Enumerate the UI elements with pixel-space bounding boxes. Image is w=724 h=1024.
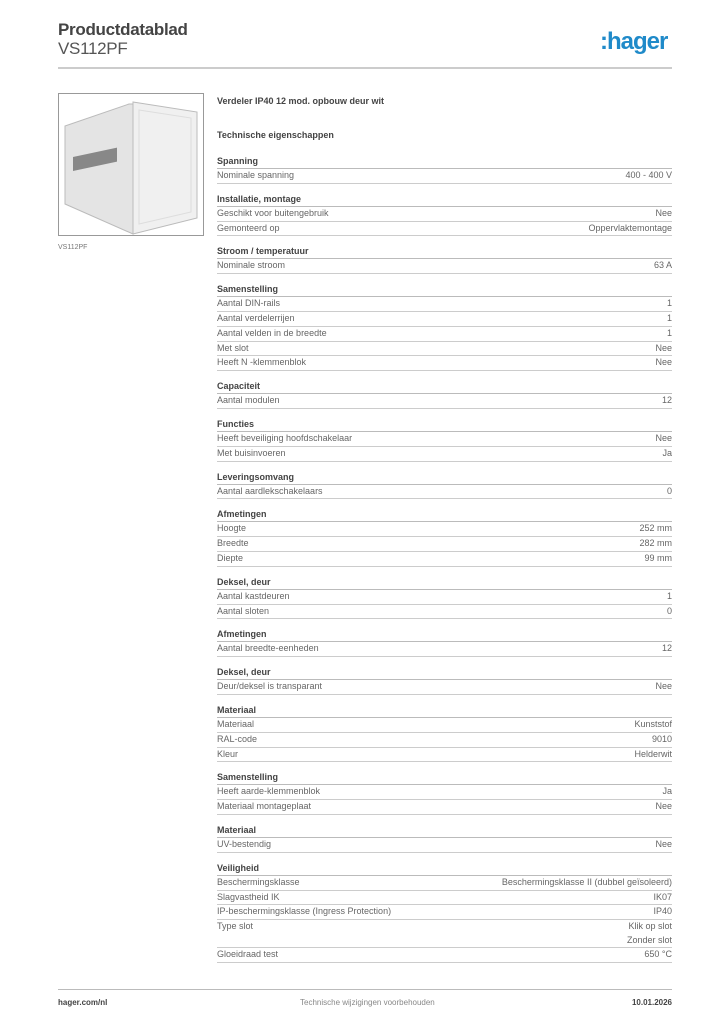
spec-row	[217, 356, 672, 371]
section-title: Functies	[217, 417, 672, 432]
spec-label: Gemonteerd op	[217, 222, 280, 233]
spec-value: 252 mm	[639, 523, 672, 534]
spec-value: 0	[666, 485, 672, 496]
spec-label: Breedte	[217, 538, 249, 549]
section-title: Samenstelling	[217, 282, 672, 297]
spec-row	[217, 891, 672, 906]
spec-section	[217, 244, 672, 274]
spec-row	[217, 876, 672, 891]
spec-row	[217, 485, 672, 500]
section-title: Deksel, deur	[217, 665, 672, 680]
spec-label: Nominale spanning	[217, 170, 295, 180]
spec-row	[217, 312, 672, 327]
spec-value: 0	[666, 605, 672, 616]
spec-label: Met slot	[217, 342, 249, 353]
spec-row	[217, 680, 672, 695]
spec-label: Diepte	[217, 552, 244, 563]
product-description: Verdeler IP40 12 mod. opbouw deur wit	[217, 96, 385, 106]
spec-value: 1	[666, 327, 672, 338]
spec-label: Heeft beveiliging hoofdschakelaar	[217, 432, 353, 443]
spec-row	[217, 748, 672, 763]
spec-row	[217, 394, 672, 409]
spec-value: 1	[666, 590, 672, 601]
footer-divider	[58, 989, 672, 990]
spec-row	[217, 605, 672, 620]
spec-label: Materiaal	[217, 718, 255, 729]
spec-value: Nee	[655, 357, 672, 368]
spec-section	[217, 861, 672, 963]
spec-section	[217, 507, 672, 566]
spec-label: RAL-code	[217, 733, 258, 744]
section-title: Afmetingen	[217, 507, 672, 522]
spec-value: 650 °C	[644, 949, 672, 960]
section-heading: Technische eigenschappen	[217, 130, 334, 140]
spec-label: Kleur	[217, 748, 239, 759]
spec-label: Aantal verdelerrijen	[217, 312, 295, 323]
spec-label: Geschikt voor buitengebruik	[217, 207, 329, 218]
footer-note: Technische wijzigingen voorbehouden	[300, 998, 435, 1007]
spec-value: 63 A	[653, 260, 672, 271]
spec-row	[217, 785, 672, 800]
spec-value: Nee	[655, 681, 672, 692]
spec-value: 99 mm	[644, 552, 672, 563]
spec-section	[217, 282, 672, 371]
section-title: Leveringsomvang	[217, 470, 672, 485]
spec-label: IP-beschermingsklasse (Ingress Protection)	[217, 906, 392, 917]
section-title: Materiaal	[217, 703, 672, 718]
spec-value: 12	[661, 395, 672, 406]
spec-label: Heeft aarde-klemmenblok	[217, 786, 321, 797]
spec-value: Nee	[655, 801, 672, 812]
spec-section	[217, 665, 672, 695]
spec-row	[217, 297, 672, 312]
spec-section	[217, 823, 672, 853]
section-title: Veiligheid	[217, 861, 672, 876]
spec-row	[217, 222, 672, 237]
section-title: Capaciteit	[217, 379, 672, 394]
page-title: Productdatablad	[58, 20, 188, 39]
spec-label: Slagvastheid IK	[217, 891, 280, 902]
spec-row	[217, 948, 672, 963]
spec-value: 9010	[651, 733, 672, 744]
spec-value: 12	[661, 643, 672, 654]
section-title: Installatie, montage	[217, 192, 672, 207]
spec-row	[217, 342, 672, 357]
spec-section	[217, 470, 672, 500]
spec-row	[217, 920, 672, 948]
spec-label: Aantal modulen	[217, 395, 280, 406]
spec-row	[217, 800, 672, 815]
spec-row	[217, 432, 672, 447]
spec-row	[217, 552, 672, 567]
spec-section	[217, 417, 672, 462]
spec-table	[217, 96, 672, 963]
spec-row	[217, 447, 672, 462]
spec-row	[217, 327, 672, 342]
spec-row	[217, 905, 672, 920]
image-caption: VS112PF	[58, 244, 88, 251]
spec-row	[217, 259, 672, 274]
spec-row	[217, 169, 672, 184]
spec-section	[217, 192, 672, 237]
section-title: Spanning	[217, 154, 672, 169]
spec-section	[217, 627, 672, 657]
spec-row	[217, 733, 672, 748]
spec-label: Aantal aardlekschakelaars	[217, 485, 323, 496]
spec-section	[217, 770, 672, 815]
spec-value: Ja	[662, 786, 672, 797]
spec-label: Aantal DIN-rails	[217, 298, 281, 309]
spec-row	[217, 718, 672, 733]
spec-value: Nee	[655, 838, 672, 849]
section-title: Stroom / temperatuur	[217, 244, 672, 259]
spec-value: 1	[666, 298, 672, 309]
spec-value: 1	[666, 312, 672, 323]
spec-label: Aantal velden in de breedte	[217, 327, 327, 338]
section-title: Deksel, deur	[217, 575, 672, 590]
hager-logo: :hager	[600, 28, 668, 55]
spec-label: Nominale stroom	[217, 260, 286, 271]
spec-label: Met buisinvoeren	[217, 447, 286, 458]
spec-value: Klik op slot Zonder slot	[626, 921, 672, 945]
spec-label: Materiaal montageplaat	[217, 801, 312, 812]
spec-section	[217, 575, 672, 620]
footer-url[interactable]: hager.com/nl	[58, 998, 108, 1007]
spec-label: Aantal breedte-eenheden	[217, 643, 319, 654]
product-image	[58, 93, 204, 236]
spec-row	[217, 838, 672, 853]
spec-value: Nee	[655, 207, 672, 218]
spec-value: Kunststof	[634, 718, 672, 729]
spec-value: 282 mm	[639, 538, 672, 549]
spec-value: Nee	[655, 342, 672, 353]
spec-section	[217, 154, 672, 184]
spec-value: IK07	[653, 891, 672, 902]
spec-value: 400 - 400 V	[625, 170, 672, 180]
section-title: Materiaal	[217, 823, 672, 838]
spec-row	[217, 590, 672, 605]
section-title: Afmetingen	[217, 627, 672, 642]
spec-label: Beschermingsklasse	[217, 876, 300, 887]
spec-label: Aantal sloten	[217, 605, 270, 616]
spec-label: Heeft N -klemmenblok	[217, 357, 307, 368]
spec-label: Type slot	[217, 921, 254, 932]
spec-label: Gloeidraad test	[217, 949, 279, 960]
spec-label: Deur/deksel is transparant	[217, 681, 323, 692]
product-code: VS112PF	[58, 39, 128, 58]
spec-value: Beschermingsklasse II (dubbel geïsoleerd)	[501, 876, 672, 887]
section-title: Samenstelling	[217, 770, 672, 785]
spec-label: UV-bestendig	[217, 838, 272, 849]
header-divider	[58, 67, 672, 69]
spec-label: Aantal kastdeuren	[217, 590, 290, 601]
spec-value: Nee	[655, 432, 672, 443]
spec-row	[217, 522, 672, 537]
footer-date: 10.01.2026	[631, 998, 672, 1007]
spec-value: Helderwit	[634, 748, 672, 759]
spec-value: IP40	[653, 906, 672, 917]
spec-value: Oppervlaktemontage	[588, 222, 672, 233]
spec-row	[217, 537, 672, 552]
spec-section	[217, 703, 672, 762]
spec-label: Hoogte	[217, 523, 247, 534]
spec-row	[217, 642, 672, 657]
spec-section	[217, 379, 672, 409]
spec-value: Ja	[662, 447, 672, 458]
spec-row	[217, 207, 672, 222]
